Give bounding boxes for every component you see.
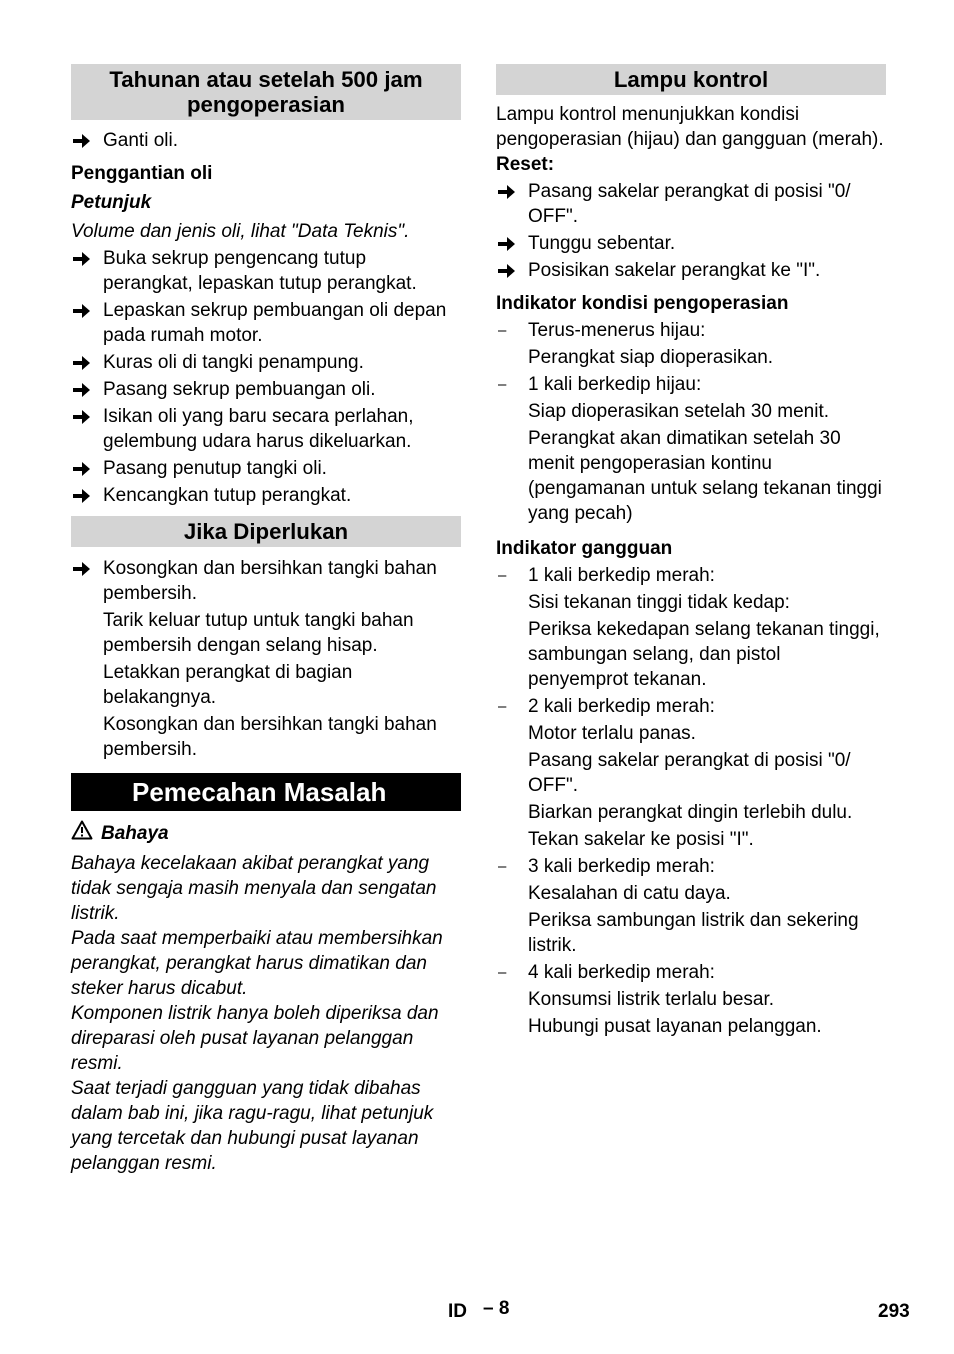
right-arrow-icon [73, 404, 90, 424]
left-column [71, 64, 461, 1176]
warning-triangle-icon [71, 820, 93, 847]
step-item: Kencangkan tutup perangkat. [71, 483, 461, 508]
danger-paragraph: Saat terjadi gangguan yang tidak dibahas dalam bab ini, jika ragu-ragu, lihat petunjuk yang tercetak dan hubungi pusat layanan pelanggan resmi. [71, 1078, 434, 1174]
if-needed-substeps [71, 608, 461, 762]
en-dash-bullet: – [498, 376, 507, 393]
subheading-fault-indicator: Indikator gangguan [496, 538, 673, 559]
subheading-oil-change: Penggantian oli [71, 163, 213, 184]
indicator-detail: Perangkat akan dimatikan setelah 30 menit pengoperasian kontinu (pengamanan untuk selang tekanan tinggi yang pecah) [528, 428, 882, 524]
substep-text: Tarik keluar tutup untuk tangki bahan pembersih dengan selang hisap. [103, 610, 414, 656]
step-item: Lepaskan sekrup pembuangan oli depan pada rumah motor. [71, 298, 461, 348]
right-column [496, 64, 886, 1039]
en-dash-bullet: – [498, 567, 507, 584]
footer-lang: ID [448, 1301, 467, 1322]
en-dash-bullet: – [498, 964, 507, 981]
substep-text: Letakkan perangkat di bagian belakangnya. [103, 662, 353, 708]
danger-text [71, 851, 461, 1176]
step-item: Isikan oli yang baru secara perlahan, gelembung udara harus dikeluarkan. [71, 404, 461, 454]
en-dash-bullet: – [498, 698, 507, 715]
main-heading: Pemecahan Masalah [71, 773, 461, 811]
danger-paragraph: Bahaya kecelakaan akibat perangkat yang tidak sengaja masih menyala dan sengatan listrik. [71, 853, 437, 924]
step-item: Pasang penutup tangki oli. [71, 456, 461, 481]
indicator-detail: Pasang sakelar perangkat di posisi "0/ OFF". [528, 750, 851, 796]
danger-heading [71, 820, 461, 847]
en-dash-bullet: – [498, 322, 507, 339]
indicator-detail: Periksa kekedapan selang tekanan tinggi, sambungan selang, dan pistol penyemprot tekanan. [528, 619, 880, 690]
step-item: Ganti oli. [71, 128, 461, 153]
indicator-detail: Biarkan perangkat dingin terlebih dulu. [528, 802, 853, 823]
indicator-item: – 1 kali berkedip merah: [498, 565, 715, 586]
reset-steps-list [496, 179, 886, 283]
step-item: Kuras oli di tangki penampung. [71, 350, 461, 375]
indicator-detail: Sisi tekanan tinggi tidak kedap: [528, 592, 790, 613]
right-arrow-icon [73, 350, 90, 370]
section-heading-annual: Tahunan atau setelah 500 jam pengoperasian [71, 64, 461, 120]
indicator-item: – 4 kali berkedip merah: [498, 962, 715, 983]
danger-label: Bahaya [101, 823, 169, 844]
indicator-detail: Tekan sakelar ke posisi "I". [528, 829, 754, 850]
step-item: Pasang sekrup pembuangan oli. [71, 377, 461, 402]
right-arrow-icon [73, 246, 90, 266]
section-heading-if-needed: Jika Diperlukan [71, 516, 461, 547]
footer-page-number: 293 [878, 1301, 910, 1322]
note-text: Volume dan jenis oli, lihat "Data Teknis". [71, 221, 410, 242]
right-arrow-icon [498, 258, 515, 278]
fault-indicator-list [496, 563, 886, 1039]
right-arrow-icon [498, 231, 515, 251]
indicator-item: – 3 kali berkedip merah: [498, 856, 715, 877]
section-heading-control-lamp: Lampu kontrol [496, 64, 886, 95]
right-arrow-icon [73, 128, 90, 148]
indicator-item: – 2 kali berkedip merah: [498, 696, 715, 717]
subheading-operating-indicator: Indikator kondisi pengoperasian [496, 293, 789, 314]
danger-paragraph: Pada saat memperbaiki atau membersihkan perangkat, perangkat harus dimatikan dan steker harus dicabut. [71, 928, 443, 999]
right-arrow-icon [498, 179, 515, 199]
right-arrow-icon [73, 377, 90, 397]
right-arrow-icon [73, 456, 90, 476]
indicator-item: – 1 kali berkedip hijau: [498, 374, 702, 395]
step-item: Kosongkan dan bersihkan tangki bahan pembersih. [71, 556, 461, 606]
indicator-item: – Terus-menerus hijau: [498, 320, 706, 341]
oil-steps-list [71, 246, 461, 508]
danger-paragraph: Komponen listrik hanya boleh diperiksa dan direparasi oleh pusat layanan pelanggan resmi. [71, 1003, 439, 1074]
step-item: Posisikan sakelar perangkat ke "I". [496, 258, 886, 283]
footer-page-label: – 8 [483, 1298, 510, 1319]
indicator-detail: Perangkat siap dioperasikan. [528, 347, 774, 368]
reset-label: Reset: [496, 154, 555, 175]
indicator-detail: Konsumsi listrik terlalu besar. [528, 989, 775, 1010]
step-item: Pasang sakelar perangkat di posisi "0/ OFF". [496, 179, 886, 229]
indicator-detail: Kesalahan di catu daya. [528, 883, 731, 904]
right-arrow-icon [73, 298, 90, 318]
en-dash-bullet: – [498, 858, 507, 875]
intro-text: Lampu kontrol menunjukkan kondisi pengoperasian (hijau) dan gangguan (merah). [496, 104, 884, 150]
right-arrow-icon [73, 483, 90, 503]
indicator-detail: Siap dioperasikan setelah 30 menit. [528, 401, 830, 422]
note-label: Petunjuk [71, 192, 152, 213]
right-arrow-icon [73, 556, 90, 576]
substep-text: Kosongkan dan bersihkan tangki bahan pembersih. [103, 714, 437, 760]
indicator-detail: Hubungi pusat layanan pelanggan. [528, 1016, 822, 1037]
step-item: Buka sekrup pengencang tutup perangkat, lepaskan tutup perangkat. [71, 246, 461, 296]
indicator-detail: Periksa sambungan listrik dan sekering listrik. [528, 910, 859, 956]
operating-indicator-list [496, 318, 886, 526]
indicator-detail: Motor terlalu panas. [528, 723, 696, 744]
step-item: Tunggu sebentar. [496, 231, 886, 256]
